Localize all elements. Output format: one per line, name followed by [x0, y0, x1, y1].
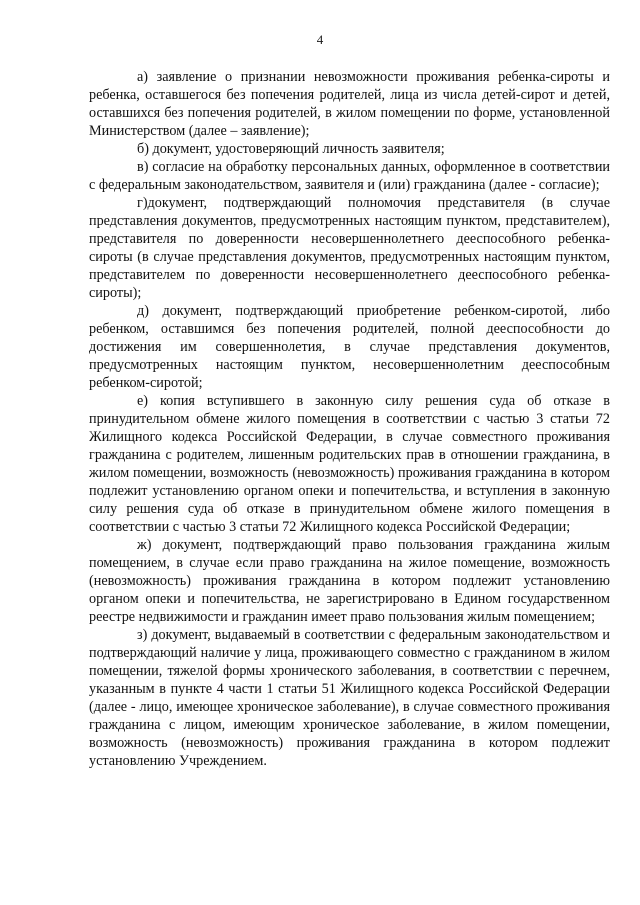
- paragraph-zh-right-of-use: ж) документ, подтверждающий право пользования гражданина жилым помещением, в случае если право гражданина на жилое помещение, возможность (невозможность) проживания гражданина в котором подлежит установлению органом опеки и попечительства, не зарегистрировано в Едином государственном реестре недвижимости и гражданин имеет право пользования жилым помещением;: [89, 537, 610, 625]
- page-number: 4: [316, 32, 324, 47]
- paragraph-d-legal-capacity: д) документ, подтверждающий приобретение ребенком-сиротой, либо ребенком, оставшимся без попечения родителей, полной дееспособности до достижения им совершеннолетия, в случае представления документов, предусмотренных настоящим пунктом, несовершеннолетним дееспособным ребенком-сиротой;: [89, 303, 610, 391]
- paragraph-z-chronic-disease: з) документ, выдаваемый в соответствии с федеральным законодательством и подтверждающий наличие у лица, проживающего совместно с гражданином в жилом помещении, тяжелой формы хронического заболевания, в соответствии с перечнем, указанным в пункте 4 части 1 статьи 51 Жилищного кодекса Российской Федерации (далее - лицо, имеющее хроническое заболевание), в случае совместного проживания гражданина с лицом, имеющим хроническое заболевание, в жилом помещении, возможность (невозможность) проживания гражданина в котором подлежит установлению Учреждением.: [89, 627, 610, 769]
- paragraph-v-consent: в) согласие на обработку персональных данных, оформленное в соответствии с федеральным законодательством, заявителя и (или) гражданина (далее - согласие);: [89, 159, 610, 193]
- paragraph-g-representative-authority: г)документ, подтверждающий полномочия представителя (в случае представления документов, предусмотренных настоящим пунктом, представителем), представителя по доверенности несовершеннолетнего дееспособного ребенка-сироты (в случае представления документов, предусмотренных настоящим пунктом, представителем по доверенности несовершеннолетнего дееспособного ребенка-сироты);: [89, 195, 610, 301]
- paragraph-a-application: а) заявление о признании невозможности проживания ребенка-сироты и ребенка, оставшегося без попечения родителей, лица из числа детей-сирот и детей, оставшихся без попечения родителей, в жилом помещении по форме, установленной Министерством (далее – заявление);: [89, 69, 610, 139]
- paragraph-e-court-decision: е) копия вступившего в законную силу решения суда об отказе в принудительном обмене жилого помещения в соответствии с частью 3 статьи 72 Жилищного кодекса Российской Федерации, в случае совместного проживания гражданина с родителем, лишенным родительских прав в отношении гражданина, в жилом помещении, возможность (невозможность) проживания гражданина в котором подлежит установлению органом опеки и попечительства, и вступления в законную силу решения суда об отказе в принудительном обмене жилого помещения в соответствии с частью 3 статьи 72 Жилищного кодекса Российской Федерации;: [89, 393, 610, 535]
- document-body: [89, 68, 610, 770]
- paragraph-b-identity-document: б) документ, удостоверяющий личность заявителя;: [137, 141, 445, 157]
